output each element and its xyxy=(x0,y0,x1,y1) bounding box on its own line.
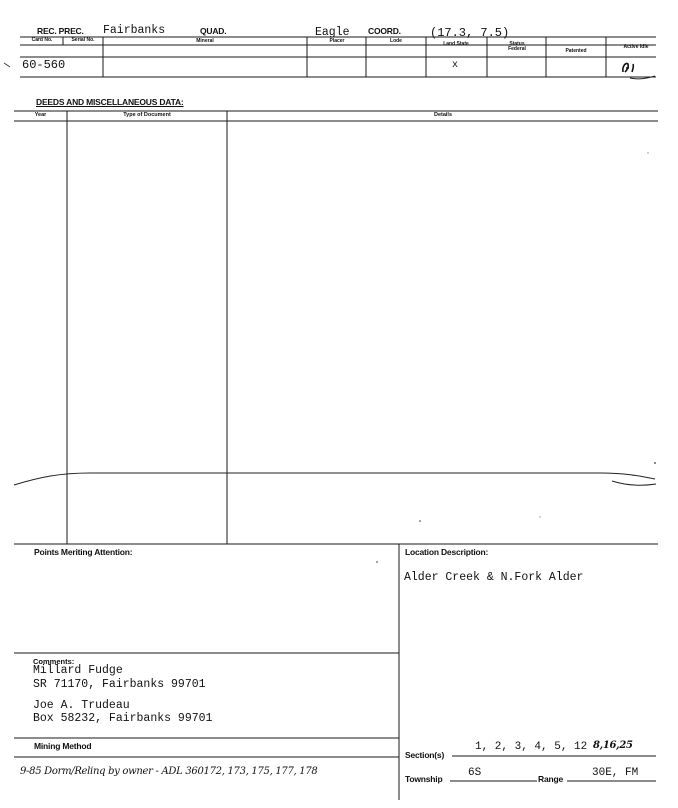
col-placer: Placer xyxy=(329,38,345,44)
col-type-of-document: Type of Document xyxy=(123,112,171,118)
active-idle-mark xyxy=(620,60,640,76)
col-status-federal: Status Federal xyxy=(508,41,526,52)
mining-method-label: Mining Method xyxy=(34,741,92,751)
township-value: 6S xyxy=(468,767,482,779)
rec-prec-label: REC. PREC. xyxy=(37,26,84,36)
range-value: 30E, FM xyxy=(592,767,639,779)
col-lode: Lode xyxy=(390,38,402,44)
township-label: Township xyxy=(405,774,443,784)
rec-prec-value: Fairbanks xyxy=(103,24,166,37)
range-label: Range xyxy=(538,774,563,784)
land-state-mark: x xyxy=(452,60,459,71)
deeds-section-title: DEEDS AND MISCELLANEOUS DATA: xyxy=(36,97,184,107)
col-patented: Patented xyxy=(565,48,587,54)
col-serial-no: Serial No. xyxy=(71,37,95,43)
sections-label: Section(s) xyxy=(405,750,445,760)
comment-line-1: Millard Fudge xyxy=(33,664,123,677)
col-card-no: Card No. xyxy=(31,37,53,43)
comment-line-3: Joe A. Trudeau xyxy=(33,699,130,712)
quad-label: QUAD. xyxy=(200,26,227,36)
quad-value: Eagle xyxy=(315,26,350,39)
comment-line-4: Box 58232, Fairbanks 99701 xyxy=(33,712,213,725)
sections-handwritten: 8,16,25 xyxy=(593,740,633,751)
col-year: Year xyxy=(34,112,47,118)
location-description-label: Location Description: xyxy=(405,547,489,557)
comment-line-2: SR 71170, Fairbanks 99701 xyxy=(33,678,206,691)
points-meriting-label: Points Meriting Attention: xyxy=(34,547,133,557)
mining-method-value: 9-85 Dorm/Relinq by owner - ADL 360172, 173, 175, 177, 178 xyxy=(20,766,318,777)
col-active-idle: Active Idle xyxy=(623,44,649,50)
coord-label: COORD. xyxy=(368,26,401,36)
coord-value: (17.3, 7.5) xyxy=(430,26,510,40)
location-description-value: Alder Creek & N.Fork Alder xyxy=(404,571,584,584)
col-mineral: Mineral xyxy=(196,38,214,44)
col-land-state: Land State xyxy=(443,41,469,47)
sections-value: 1, 2, 3, 4, 5, 12 xyxy=(475,741,588,753)
card-no-value: 60-560 xyxy=(22,58,66,72)
comments-label: Comments: xyxy=(33,657,75,666)
col-details: Details xyxy=(433,112,453,118)
